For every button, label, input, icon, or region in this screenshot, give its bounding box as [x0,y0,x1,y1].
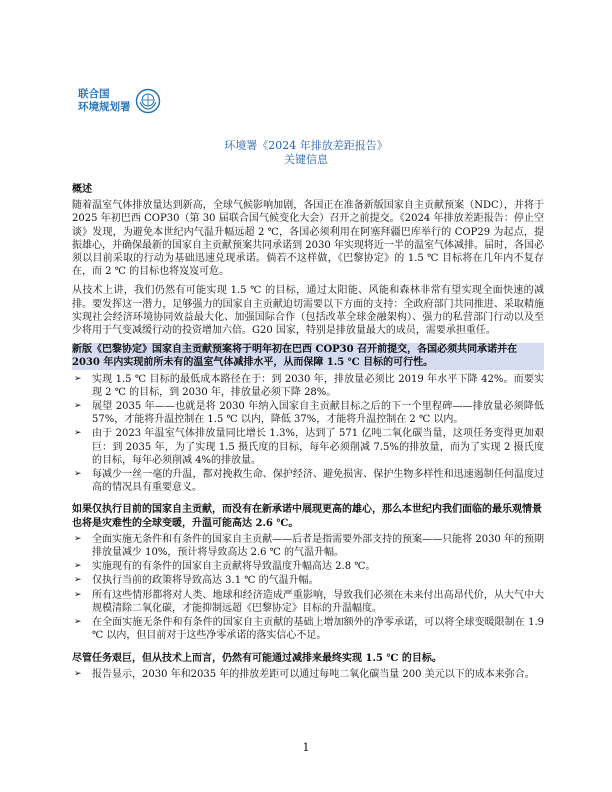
arrow-bullet-icon: ➢ [74,575,82,586]
document-header [0,139,612,167]
list-item: ➢ 实施现有的有条件的国家自主贡献将导致温度升幅高达 2.8 ℃。 [74,561,376,573]
overview-heading: 概述 [72,184,92,195]
logo-line-2: 环境规划署 [78,101,131,113]
list-item: ➢ 所有这些情形都将对人类、地球和经济造成严重影响，导致我们必须在未来付出高昂代价，从大气中大规模清除二氧化碳，才能抑制远超《巴黎协定》目标的升温幅度。 [74,589,544,614]
arrow-bullet-icon: ➢ [74,469,82,480]
list-item: ➢ 在全面实施无条件和有条件的国家自主贡献的基础上增加额外的净零承诺，可以将全球变暖限制在 1.9 ℃ 以内，但目前对于这些净零承诺的落实信心不足。 [74,617,544,642]
list-item: ➢ 由于 2023 年温室气体排放量同比增长 1.3%，达到了 571 亿吨二氧化碳当量，这项任务变得更加艰巨：到 2035 年，为了实现 1.5 摄氏度的目标，每年必须削减 7.5%的排放量，而为了实现 2 摄氏度的目标，每年必须削减 4%的排放量。 [74,428,544,466]
list-item: ➢ 每减少一丝一毫的升温，都对挽救生命、保护经济、避免损害、保护生物多样性和迅速遏制任何温度过高的情况具有重要意义。 [74,469,544,494]
document-body [72,183,544,690]
list-item: ➢ 实现 1.5 ℃ 目标的最低成本路径在于：到 2030 年，排放量必须比 2019 年水平下降 42%。而要实现 2 ℃ 的目标，到 2030 年，排放量必须下降 28%。 [74,373,544,398]
arrow-bullet-icon: ➢ [74,561,82,572]
section-2-heading: 如果仅执行目前的国家自主贡献，而没有在新承诺中展现更高的雄心，那么本世纪内我们面临的最乐观情景也将是灾难性的全球变暖，升温可能高达 2.6 ℃。 [72,504,542,529]
arrow-bullet-icon: ➢ [74,373,82,384]
arrow-bullet-icon: ➢ [74,401,82,412]
arrow-bullet-icon: ➢ [74,668,82,679]
un-emblem-icon [135,88,161,114]
document-title: 环境署《2024 年排放差距报告》 [224,139,388,152]
overview-paragraph-1: 随着温室气体排放量达到新高，全球气候影响加剧，各国正在准备新版国家自主贡献预案（NDC），并将于 2025 年初巴西 COP30（第 30 届联合国气候变化大会）召开之前提交。《2024 年排放差距报告：停止空谈》发现，为避免本世纪内气温升幅远超 2 ℃，各国必须利用在阿塞拜疆巴库举行的 COP29 为起点，提振雄心，并确保最新的国家自主贡献预案共同承诺到 2030 年实现将近一半的温室气体减排。届时，各国必须以目前采取的行动为基础迅速兑现承诺。倘若不这样做，《巴黎协定》的 1.5 ℃ 目标将在几年内不复存在，而 2 ℃ 的目标也将岌岌可危。 [72,200,544,278]
arrow-bullet-icon: ➢ [74,589,82,600]
arrow-bullet-icon: ➢ [74,617,82,628]
list-item: ➢ 报告显示，2030 年和2035 年的排放差距可以通过每吨二氧化碳当量 200 美元以下的成本来弥合。 [74,668,535,680]
arrow-bullet-icon: ➢ [74,428,82,439]
page-number: 1 [302,741,310,754]
logo-line-1: 联合国 [78,88,110,100]
document-subtitle: 关键信息 [284,153,328,166]
arrow-bullet-icon: ➢ [74,533,82,544]
section-3-list [72,668,544,681]
logo-text [78,88,131,114]
list-item: ➢ 全面实施无条件和有条件的国家自主贡献——后者是指需要外部支持的预案——只能将 2030 年的预期排放量减少 10%，预计将导致高达 2.6 ℃ 的气温升幅。 [74,533,544,559]
section-3-heading: 尽管任务艰巨，但从技术上而言，仍然有可能通过减排来最终实现 1.5 ℃ 的目标。 [72,652,442,664]
list-item: ➢ 展望 2035 年——也就是将 2030 年纳入国家自主贡献目标之后的下一个里程碑——排放量必须降低 57%，才能将升温控制在 1.5 ℃ 以内，降低 37%，才能将升温控制在 2 ℃ 以内。 [74,401,544,426]
overview-paragraph-2: 从技术上讲，我们仍然有可能实现 1.5 ℃ 的目标，通过太阳能、风能和森林非常有望实现全面快速的减排。要发挥这一潜力，足够强力的国家自主贡献迫切需要以下方面的支持：全政府部门共同推进、采取精施实现社会经济环境协同效益最大化、加强国际合作（包括改革全球金融架构）、强力的私营部门行动以及至少将用于气变减缓行动的投资增加六倍。G20 国家，特别是排放量最大的成员，需要承担重任。 [72,285,544,337]
list-item: ➢ 仅执行当前的政策将导致高达 3.1 ℃ 的气温升幅。 [74,575,319,587]
section-1-list [72,373,544,495]
unep-logo [78,88,161,114]
section-1-heading: 新版《巴黎协定》国家自主贡献预案将于明年初在巴西 COP30 召开前提交，各国必须共同承诺并在 2030 年内实现前所未有的温室气体减排水平，从而保障 1.5 ℃ 目标的可行性。 [72,343,544,369]
section-2-list [72,533,544,643]
